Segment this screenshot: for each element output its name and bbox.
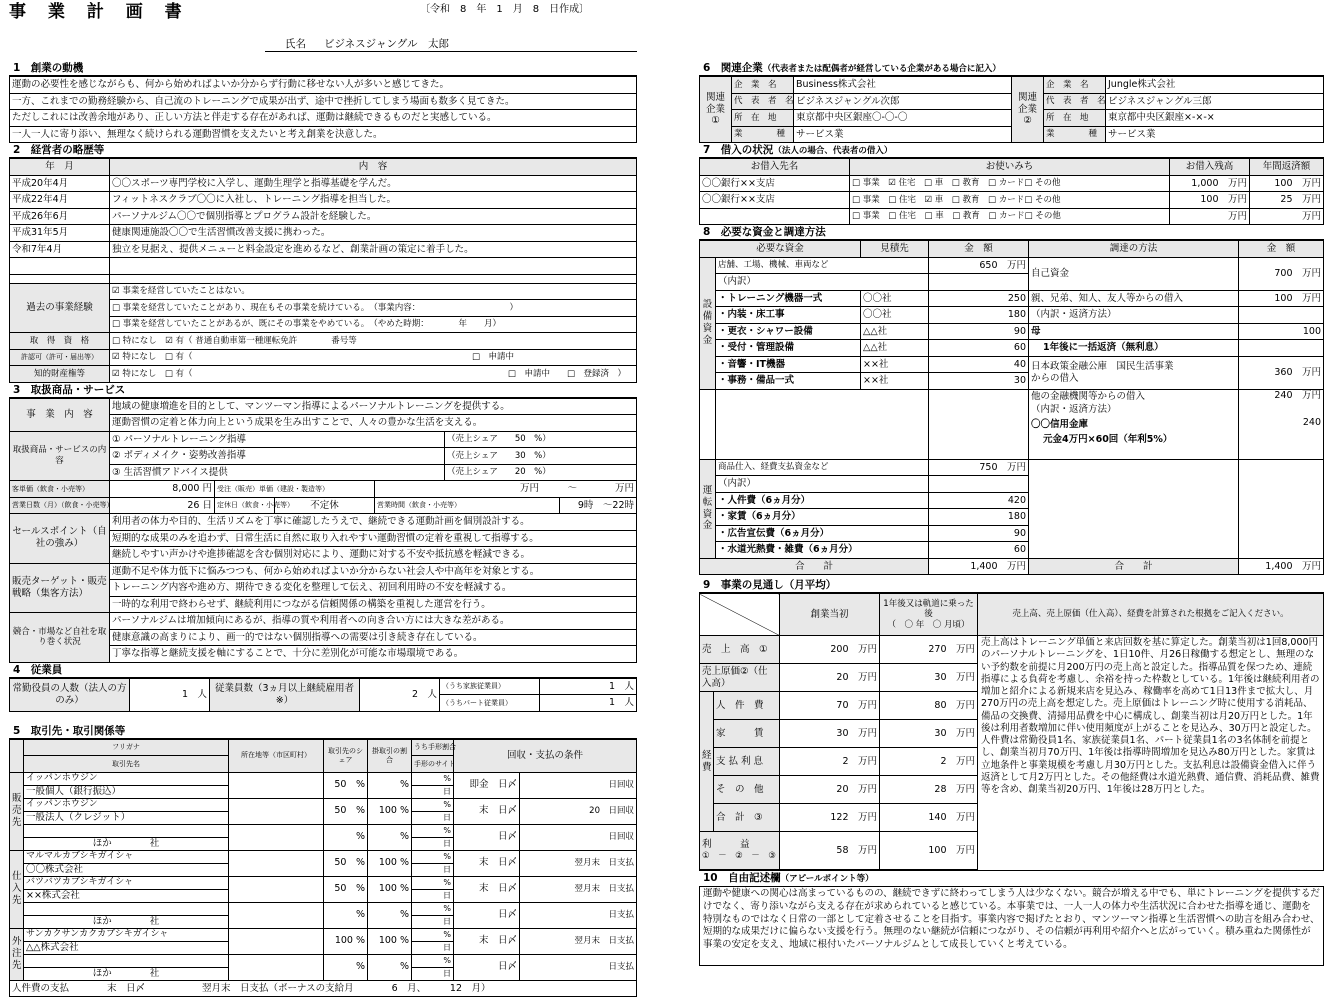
ip-status[interactable]: □ 申請中 □ 登録済 ） (508, 369, 626, 379)
target-line: 運動不足や体力低下に悩みつつも、何から始めればよいか分からない社会人や中高年を対象とする。 (110, 563, 637, 580)
partner-credit: 100 % (368, 928, 412, 954)
permit-status[interactable]: □ 申請中 (472, 352, 514, 362)
later-value: 270 万円 (880, 636, 978, 664)
section-2-title: 2 経営者の略歴等 (9, 143, 637, 158)
operating-item: ・広告宣伝費（6ヵ月分） (716, 525, 929, 542)
breakdown-label: （内訳） (716, 476, 929, 493)
days-value: 26 日 (110, 497, 215, 514)
equipment-vendor: ××社 (861, 356, 929, 373)
parttime-value: 1 人 (540, 695, 637, 712)
experience-option[interactable]: ☑ 事業を経営していたことはない。 (110, 283, 637, 300)
expenses-side-label: 経費 (700, 692, 714, 832)
partner-credit: 100 % (368, 850, 412, 876)
sources-total-label: 合 計 (1029, 558, 1239, 575)
col-lender: お借入先名 (700, 159, 850, 176)
partner-cutoff: 末 日〆 (454, 798, 520, 824)
operating-item: ・人件費（6ヵ月分） (716, 492, 929, 509)
family-label: （うち家族従業員） (440, 678, 540, 695)
free-description: 運動や健康への関心は高まっているものの、継続できずに終わってしまう人は少なくない。競合が増える中でも、単にトレーニングを提供するだけでなく、寄り添いながら支える存在が求められていると感じている。本事業では、一人一人の体力や生活状況に合わせた指導を通じ、運動を特別なものではなく日常の一部として定着させることを目指す。事業内容で掲げたとおり、マンツーマン指導と生活習慣への助言を組み合わせ、短期的な成果だけに偏らない支援を行う。無理のない継続が信頼につながり、その信頼が再利用や紹介へと広がっていく。積み重ねた関係性が事業の安定を支え、地域に根付いたパーソナルジムとして成長していくと考えている。 (699, 886, 1324, 966)
row-label: そ の 他 (714, 776, 780, 804)
partner-credit: 100 % (368, 876, 412, 902)
partner-credit: 100 % (368, 798, 412, 824)
career-content: 独立を見据え、提供メニューと料金設定を進めるなど、創業計画の策定に着手した。 (110, 241, 637, 258)
field-label: 企 業 名 (1044, 77, 1106, 94)
operating-item: ・家賃（6ヵ月分） (716, 509, 929, 526)
family-loan-label: 親、兄弟、知人、友人等からの借入 (1029, 290, 1239, 307)
partner-cutoff: 日〆 (454, 954, 520, 980)
family-lender: 母 (1029, 323, 1239, 340)
unit-label: 受注（販売）単価（建設・製造等） (215, 481, 375, 498)
funding-table (699, 240, 1324, 575)
partner-cutoff: 日〆 (454, 824, 520, 850)
initial-value: 20 万円 (780, 664, 880, 692)
partner-name: ほか 社 (24, 967, 229, 980)
qualification-value[interactable]: □ 特になし ☑ 有（ 普通自動車第一種運転免許 番号等 (110, 333, 637, 350)
document-title: 事 業 計 画 書 (9, 2, 190, 22)
market-line: 丁寧な指導と継続支援を軸にすることで、十分に差別化が可能な市場環境である。 (110, 646, 637, 663)
col-partner: 取引先名 (24, 756, 229, 773)
target-line: トレーニング内容や進め方、期待できる変化を整理して伝え、初回利用時の不安を軽減する。 (110, 580, 637, 597)
equipment-item: ・内装・床工事 (716, 307, 861, 324)
company-1-address: 東京都中央区銀座〇-〇-〇 (794, 110, 1012, 127)
loan-purpose[interactable]: □ 事業 □ 住宅 ☑ 車 □ 教育 □ カード□ その他 (850, 192, 1170, 209)
basis-text: 売上高はトレーニング単価と来店回数を基に算定した。創業当初は1回8,000円のパーソナルトレーニングを、1日10件、月26日稼働する想定とし、無理のない予約数を前提に月200万円の売上高と設定した。指導品質を保つため、連続指導による負荷を考慮し、余裕を持った枠数としている。1年後は継続利用者の増加と紹介による新規来店を見込み、稼働率を高めて1日13件まで拡大し、月270万円の売上高を想定した。売上原価はトレーニング時に使用する消耗品、備品の交換費、清掃用品費を中心に構成し、創業当初は月20万円とした。1年後は利用者数増加に伴い使用頻度が上がることを見込み、30万円と設定した。人件費は常勤役員1名、家族従業員1名、パート従業員1名の3名体制を前提とし、創業当初月70万円、1年後は指導時間増加を見込み80万円とした。家賃は立地条件と事業規模を考慮し月30万円とした。支払利息は設備資金借入に伴う返済として月2万円とした。その他経費は水道光熱費、通信費、消耗品費、雑費等を含め、創業当初20万円、1年後は28万円とした。 (978, 636, 1324, 871)
family-loan-amount: 100 万円 (1239, 290, 1324, 307)
other-loan-amounts: 240 万円 240 (1239, 389, 1324, 459)
section-1-title: 1 創業の動機 (9, 61, 637, 76)
other-loan-block: 他の金融機関等からの借入 （内訳・返済方法） 〇〇信用金庫 元金4万円×60回（年利5%） (1029, 389, 1239, 459)
section-7-note: （法人の場合、代表者の借入） (773, 146, 892, 156)
equipment-item: ・トレーニング機器一式 (716, 290, 861, 307)
partner-location (229, 850, 324, 876)
initial-value: 2 万円 (780, 748, 880, 776)
officers-value: 1 人 (130, 678, 210, 711)
business-label: 事 業 内 容 (10, 398, 110, 431)
section-5-title: 5 取引先・取引関係等 (9, 724, 637, 739)
loan-balance: 100 万円 (1170, 192, 1250, 209)
partner-credit: % (368, 772, 412, 798)
family-repayment: 1年後に一括返済（無利息） (1029, 340, 1239, 357)
initial-value: 200 万円 (780, 636, 880, 664)
partner-name: ほか 社 (24, 837, 229, 850)
equipment-side-label: 設備資金 (700, 257, 716, 389)
partner-bill: % (412, 876, 454, 889)
permit-value[interactable]: ☑ 特になし □ 有（ (112, 352, 193, 362)
career-year: 平成20年4月 (10, 175, 110, 192)
loan-balance: 万円 (1170, 208, 1250, 225)
partner-payment: 翌月末 日支払 (520, 876, 637, 902)
trade-group-label: 仕入先 (10, 850, 24, 928)
later-value: 30 万円 (880, 720, 978, 748)
partner-share: % (324, 954, 368, 980)
field-label: 所 在 地 (1044, 110, 1106, 127)
company-2-address: 東京都中央区銀座×-×-× (1106, 110, 1324, 127)
holiday-label: 定休日（飲食・小売等） (215, 497, 275, 514)
sales-point-label: セールスポイント（自社の強み） (10, 514, 110, 564)
products-table (9, 398, 637, 663)
experience-option[interactable]: □ 事業を経営していたことがあるが、既にその事業をやめている。 （やめた時期： 年 月） (110, 316, 637, 333)
related-companies-table (699, 76, 1324, 143)
company-2-industry: サービス業 (1106, 126, 1324, 143)
partner-bill: % (412, 928, 454, 941)
partner-bill-site: 日 (412, 785, 454, 798)
col-after-one-year: 1年後又は軌道に乗った後 （ 〇 年 〇 月頃） (880, 594, 978, 636)
operating-side-label: 運転資金 (700, 459, 716, 558)
later-value: 2 万円 (880, 748, 978, 776)
row-label: 合 計 ③ (714, 804, 780, 832)
partner-payment: 翌月末 日支払 (520, 850, 637, 876)
sales-point-line: 継続しやすい声かけや進捗確認を含む個別対応により、運動に対する不安や抵抗感を軽減できる。 (110, 547, 637, 564)
section-10-title: 10 自由記述欄 (703, 872, 781, 884)
partner-credit: % (368, 954, 412, 980)
equipment-amount: 40 (929, 356, 1029, 373)
section-4-title: 4 従業員 (9, 663, 637, 678)
left-column (9, 0, 637, 997)
hours-label: 営業時間（飲食・小売等） (375, 497, 560, 514)
partner-cutoff: 日〆 (454, 902, 520, 928)
operating-amount: 420 (929, 492, 1029, 509)
parttime-label: （うちパート従業員） (440, 695, 540, 712)
item-share: （売上シェア 20 %） (445, 464, 637, 481)
permit-label: 許認可（許可・届出等） (10, 349, 110, 366)
loan-balance: 1,000 万円 (1170, 175, 1250, 192)
sales-point-line: 利用者の体力や目的、生活リズムを丁寧に確認したうえで、継続できる運動計画を個別設計する。 (110, 514, 637, 531)
company-1-name: Business株式会社 (794, 77, 1012, 94)
partner-payment: 日回収 (520, 824, 637, 850)
name-value: ビジネスジャングル 太郎 (324, 38, 449, 50)
item-share: （売上シェア 30 %） (445, 448, 637, 465)
ip-label: 知的財産権等 (10, 366, 110, 383)
creation-date: 〔令和 8 年 1 月 8 日作成〕 (420, 4, 589, 16)
equipment-vendor: 〇〇社 (861, 307, 929, 324)
career-content: 健康関連施設〇〇で生活習慣改善支援に携わった。 (110, 225, 637, 242)
partner-bill-site: 日 (412, 811, 454, 824)
partner-location (229, 954, 324, 980)
labor-payment: 人件費の支払 末 日〆 翌月末 日支払（ボーナスの支給月 6 月、 12 月） (10, 980, 637, 997)
operating-amount: 60 (929, 542, 1029, 559)
partner-bill: % (412, 798, 454, 811)
sources-total: 1,400 万円 (1239, 558, 1324, 575)
holiday-value: 不定休 (275, 497, 375, 514)
lender-name: 〇〇銀行××支店 (700, 175, 850, 192)
later-value: 80 万円 (880, 692, 978, 720)
market-label: 競合・市場など自社を取り巻く状況 (10, 613, 110, 663)
partner-location (229, 876, 324, 902)
equipment-item: ・事務・備品一式 (716, 373, 861, 390)
partner-credit: % (368, 824, 412, 850)
family-lender-amount: 100 (1239, 323, 1324, 340)
company-2-name: Jungle株式会社 (1106, 77, 1324, 94)
career-content: 〇〇スポーツ専門学校に入学し、運動生理学と指導基礎を学んだ。 (110, 175, 637, 192)
col-furigana: フリガナ (24, 739, 229, 756)
operating-amount: 90 (929, 525, 1029, 542)
partner-location (229, 824, 324, 850)
field-label: 業 種 (732, 126, 794, 143)
partner-furigana: イッパンホウジン (24, 798, 229, 811)
partner-cutoff: 末 日〆 (454, 850, 520, 876)
partner-furigana: マルマルカブシキガイシャ (24, 850, 229, 863)
section-8-title: 8 必要な資金と調達方法 (699, 225, 1324, 240)
col-credit: 掛取引の割合 (368, 739, 412, 772)
family-loan-breakdown: （内訳・返済方法） (1029, 307, 1239, 324)
career-content: フィットネスクラブ〇〇に入社し、トレーニング指導を担当した。 (110, 192, 637, 209)
partner-share: 100 % (324, 928, 368, 954)
item-share: （売上シェア 50 %） (445, 431, 637, 448)
initial-value: 58 万円 (780, 832, 880, 870)
partner-bill: % (412, 954, 454, 967)
section-10-note: （アピールポイント等） (781, 874, 874, 884)
col-content: 内 容 (110, 159, 637, 176)
partner-name: 〇〇株式会社 (24, 863, 229, 876)
partner-share: % (324, 824, 368, 850)
partner-payment: 20 日回収 (520, 798, 637, 824)
career-table (9, 158, 637, 383)
row-label: 人 件 費 (714, 692, 780, 720)
staff-label: 従業員数（3ヵ月以上継続雇用者※） (210, 678, 360, 711)
partner-name: ほか 社 (24, 915, 229, 928)
price-value: 8,000 円 (110, 481, 215, 498)
equipment-vendor: △△社 (861, 340, 929, 357)
col-vendor: 見積先 (861, 241, 929, 258)
target-label: 販売ターゲット・販売戦略（集客方法） (10, 563, 110, 613)
col-basis: 売上高、売上原価（仕入高）、経費を計算された根拠をご記入ください。 (978, 594, 1324, 636)
col-location: 所在地等（市区町村） (229, 739, 324, 772)
qualification-label: 取 得 資 格 (10, 333, 110, 350)
partner-furigana (24, 954, 229, 967)
partner-cutoff: 末 日〆 (454, 876, 520, 902)
needs-total: 1,400 万円 (929, 558, 1029, 575)
equipment-amount: 90 (929, 323, 1029, 340)
partner-furigana (24, 824, 229, 837)
partner-furigana: バツバツカブシキガイシャ (24, 876, 229, 889)
loan-annual: 25 万円 (1250, 192, 1324, 209)
later-value: 30 万円 (880, 664, 978, 692)
equipment-item: ・受付・管理設備 (716, 340, 861, 357)
col-source-amount: 金 額 (1239, 241, 1324, 258)
partner-location (229, 902, 324, 928)
operating-item: ・水道光熱費・雑費（6ヵ月分） (716, 542, 929, 559)
partner-cutoff: 末 日〆 (454, 928, 520, 954)
motivation-line: ただしこれには改善余地があり、正しい方法と伴走する存在があれば、運動は継続できるものだと実感している。 (10, 110, 637, 127)
ip-value[interactable]: ☑ 特になし □ 有（ (112, 369, 193, 379)
employees-table (9, 678, 637, 712)
partner-share: 50 % (324, 876, 368, 902)
col-annual: 年間返済額 (1250, 159, 1324, 176)
section-9-title: 9 事業の見通し（月平均） (699, 578, 1324, 593)
own-funds-amount: 700 万円 (1239, 257, 1324, 290)
partner-furigana: サンカクサンカクカブシキガイシャ (24, 928, 229, 941)
partner-name: 一般法人（クレジット） (24, 811, 229, 824)
partner-bill-site: 日 (412, 967, 454, 980)
hours-value: 9時 〜22時 (560, 497, 637, 514)
row-label: 支 払 利 息 (714, 748, 780, 776)
col-initial: 創業当初 (780, 594, 880, 636)
market-line: パーソナルジムは増加傾向にあるが、指導の質や利用者への向き合い方には大きな差がある。 (110, 613, 637, 630)
trade-table (9, 739, 637, 997)
row-label: 売上原価②（仕入高） (700, 664, 780, 692)
right-column (699, 0, 1324, 966)
market-line: 健康意識の高まりにより、画一的ではない個別指導への需要は引き続き存在している。 (110, 629, 637, 646)
staff-value: 2 人 (360, 678, 440, 711)
equipment-vendor: 〇〇社 (861, 290, 929, 307)
career-year: 平成26年6月 (10, 208, 110, 225)
partner-name: ××株式会社 (24, 889, 229, 902)
partner-location (229, 772, 324, 798)
partner-share: 50 % (324, 772, 368, 798)
partner-bill-site: 日 (412, 837, 454, 850)
partner-bill-site: 日 (412, 863, 454, 876)
profit-label: 利 益 ① － ② － ③ (700, 832, 780, 870)
initial-value: 122 万円 (780, 804, 880, 832)
trade-group-label: 外注先 (10, 928, 24, 980)
col-purpose: お使いみち (850, 159, 1170, 176)
operating-total: 750 万円 (929, 459, 1029, 476)
motivation-line: 一人一人に寄り添い、無理なく続けられる運動習慣を支えたいと考え創業を決意した。 (10, 126, 637, 143)
section-6-note: （代表者または配偶者が経営している企業がある場合に記入） (763, 64, 1001, 74)
equipment-amount: 180 (929, 307, 1029, 324)
col-bill-site: 手形のサイト (412, 756, 454, 773)
equipment-head: 店舗、工場、機械、車両など (716, 257, 929, 274)
career-year: 令和7年4月 (10, 241, 110, 258)
col-balance: お借入残高 (1170, 159, 1250, 176)
equipment-vendor: △△社 (861, 323, 929, 340)
partner-payment: 日回収 (520, 772, 637, 798)
item-name: ② ボディメイク・姿勢改善指導 (110, 448, 445, 465)
operating-head: 商品仕入、経費支払資金など (716, 459, 929, 476)
motivation-line: 運動の必要性を感じながらも、何から始めればよいか分からず行動に移せない人が多いと感じてきた。 (10, 77, 637, 94)
initial-value: 30 万円 (780, 720, 880, 748)
partner-name: △△株式会社 (24, 941, 229, 954)
col-terms: 回収・支払の条件 (454, 739, 637, 772)
partner-cutoff: 即金 日〆 (454, 772, 520, 798)
experience-option[interactable]: □ 事業を経営していたことがあり、現在もその事業を続けている。 （事業内容： ） (110, 300, 637, 317)
officers-label: 常勤役員の人数（法人の方のみ） (10, 678, 130, 711)
partner-bill: % (412, 902, 454, 915)
equipment-item: ・音響・IT機器 (716, 356, 861, 373)
company-1-rep: ビジネスジャングル次郎 (794, 93, 1012, 110)
jfc-loan-label: 日本政策金融公庫 国民生活事業 からの借入 (1029, 356, 1239, 389)
col-source: 調達の方法 (1029, 241, 1239, 258)
loan-annual: 100 万円 (1250, 175, 1324, 192)
own-funds-label: 自己資金 (1029, 257, 1239, 290)
career-content: パーソナルジム〇〇で個別指導とプログラム設計を経験した。 (110, 208, 637, 225)
outlook-table (699, 593, 1324, 871)
family-value: 1 人 (540, 678, 637, 695)
motivation-line: 一方、これまでの勤務経験から、自己流のトレーニングで成果が出ず、途中で挫折してしまう場面も数多く見てきた。 (10, 93, 637, 110)
col-year: 年 月 (10, 159, 110, 176)
jfc-loan-amount: 360 万円 (1239, 356, 1324, 389)
career-year: 平成31年5月 (10, 225, 110, 242)
row-label: 売 上 高 ① (700, 636, 780, 664)
days-label: 営業日数（月）（飲食・小売等） (10, 497, 110, 514)
lender-name (700, 208, 850, 225)
equipment-item: ・更衣・シャワー設備 (716, 323, 861, 340)
loan-purpose[interactable]: □ 事業 ☑ 住宅 □ 車 □ 教育 □ カード□ その他 (850, 175, 1170, 192)
partner-bill-site: 日 (412, 941, 454, 954)
partner-payment: 日支払 (520, 954, 637, 980)
loan-purpose[interactable]: □ 事業 □ 住宅 □ 車 □ 教育 □ カード□ その他 (850, 208, 1170, 225)
equipment-total: 650 万円 (929, 257, 1029, 274)
partner-furigana: イッパンホウジン (24, 772, 229, 785)
partner-furigana (24, 902, 229, 915)
equipment-amount: 250 (929, 290, 1029, 307)
partner-share: 50 % (324, 798, 368, 824)
later-value: 140 万円 (880, 804, 978, 832)
target-line: 一時的な利用で終わらせず、継続利用につながる信頼関係の構築を重視した運営を行う。 (110, 596, 637, 613)
section-3-title: 3 取扱商品・サービス (9, 383, 637, 398)
partner-payment: 翌月末 日支払 (520, 928, 637, 954)
partner-location (229, 798, 324, 824)
initial-value: 20 万円 (780, 776, 880, 804)
name-label: 氏名 (285, 38, 306, 50)
item-name: ③ 生活習慣アドバイス提供 (110, 464, 445, 481)
sales-point-line: 短期的な成果のみを追わず、日常生活に自然に取り入れやすい運動習慣の定着を重視して指導する。 (110, 530, 637, 547)
field-label: 代 表 者 名 (732, 93, 794, 110)
experience-label: 過去の事業経験 (10, 283, 110, 333)
related-1-label: 関連企業① (700, 77, 732, 143)
partner-bill-site: 日 (412, 889, 454, 902)
col-bill: うち手形割合 (412, 739, 454, 756)
field-label: 企 業 名 (732, 77, 794, 94)
col-need: 必要な資金 (700, 241, 861, 258)
equipment-amount: 60 (929, 340, 1029, 357)
row-label: 家 賃 (714, 720, 780, 748)
initial-value: 70 万円 (780, 692, 880, 720)
equipment-vendor: ××社 (861, 373, 929, 390)
motivation-table (9, 76, 637, 143)
partner-location (229, 928, 324, 954)
col-amount: 金 額 (929, 241, 1029, 258)
business-line: 運動習慣の定着と体力向上という成果を生み出すことで、人々の豊かな生活を支える。 (110, 415, 637, 432)
field-label: 業 種 (1044, 126, 1106, 143)
lender-name: 〇〇銀行××支店 (700, 192, 850, 209)
operating-amount: 180 (929, 509, 1029, 526)
later-value: 28 万円 (880, 776, 978, 804)
field-label: 代 表 者 名 (1044, 93, 1106, 110)
col-share: 取引先のシェア (324, 739, 368, 772)
price-label: 客単価（飲食・小売等） (10, 481, 110, 498)
loan-annual: 万円 (1250, 208, 1324, 225)
needs-total-label: 合 計 (700, 558, 929, 575)
borrowing-table (699, 158, 1324, 225)
partner-share: 50 % (324, 850, 368, 876)
section-6-title: 6 関連企業 (703, 62, 763, 74)
partner-share: % (324, 902, 368, 928)
partner-name: 一般個人（銀行振込） (24, 785, 229, 798)
equipment-amount: 30 (929, 373, 1029, 390)
unit-value: 万円 〜 万円 (375, 481, 637, 498)
partner-payment: 日支払 (520, 902, 637, 928)
breakdown-label: （内訳） (716, 274, 929, 291)
company-1-industry: サービス業 (794, 126, 1012, 143)
later-value: 100 万円 (880, 832, 978, 870)
partner-bill: % (412, 772, 454, 785)
items-label: 取扱商品・サービスの内容 (10, 431, 110, 481)
field-label: 所 在 地 (732, 110, 794, 127)
related-2-label: 関連企業② (1012, 77, 1044, 143)
partner-bill-site: 日 (412, 915, 454, 928)
trade-group-label: 販売先 (10, 772, 24, 850)
career-year: 平成22年4月 (10, 192, 110, 209)
section-7-title: 7 借入の状況 (703, 144, 773, 156)
partner-credit: % (368, 902, 412, 928)
item-name: ① パーソナルトレーニング指導 (110, 431, 445, 448)
partner-bill: % (412, 824, 454, 837)
business-line: 地域の健康増進を目的として、マンツーマン指導によるパーソナルトレーニングを提供する。 (110, 398, 637, 415)
partner-bill: % (412, 850, 454, 863)
company-2-rep: ビジネスジャングル三郎 (1106, 93, 1324, 110)
